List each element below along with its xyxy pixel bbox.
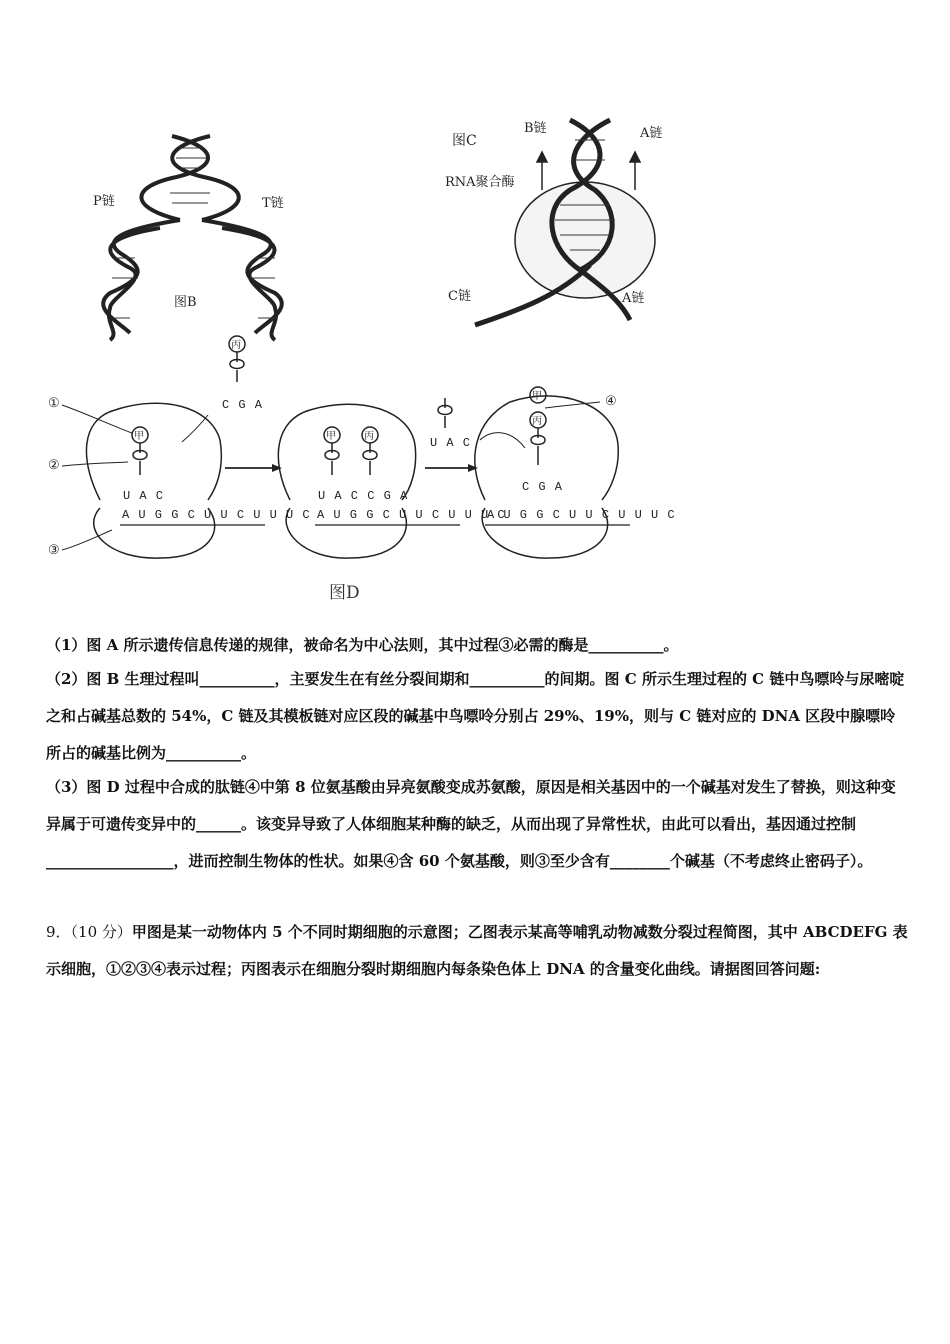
figure-d-diagram — [40, 330, 640, 570]
figure-c-b-chain-label: B链 — [524, 121, 547, 136]
marker-1: ① — [48, 396, 60, 411]
question-3: （3）图 D 过程中合成的肽链④中第 8 位氨基酸由异亮氨酸变成苏氨酸，原因是相关基因中的一个碱基对发生了替换，则这种变异属于可遗传变异中的______。该变异导致了人体细胞某种酶的缺乏，从而出现了异常性状，由此可以看出，基因通过控制_________________，进而控制生物体的性状。如果④含 60 个氨基酸，则③至少含有________个碱基（不考虑终止密码子）。 — [46, 778, 896, 870]
figure-c-c-chain-label: C链 — [448, 289, 471, 304]
stage2-amino-jia: 甲 — [326, 431, 336, 442]
question-9 — [46, 914, 908, 988]
stage3-mrna: A U G G C U U C U U U C — [487, 508, 676, 522]
codon-uac-top: U A C — [430, 436, 472, 450]
figure-c-rna-polymerase-label: RNA聚合酶 — [445, 175, 515, 190]
stage1-amino-jia: 甲 — [134, 431, 144, 442]
figure-b-p-chain-label: P链 — [93, 194, 115, 209]
marker-4: ④ — [605, 394, 617, 409]
stage3-amino-bing: 丙 — [532, 416, 542, 427]
stage2-mrna: A U G G C U U C U U U C — [317, 508, 506, 522]
question-2: （2）图 B 生理过程叫__________，主要发生在有丝分裂间期和__________的间期。图 C 所示生理过程的 C 链中鸟嘌呤与尿嘧啶之和占碱基总数的 54%，C 链及其模板链对应区段的碱基中鸟嘌呤分别占 29%、19%，则与 C 链对应的 DNA 区段中腺嘌呤所占的碱基比例为__________。 — [46, 670, 905, 762]
figure-b-diagram — [90, 128, 300, 343]
trna-bing-top-amino: 丙 — [231, 340, 241, 351]
codon-cga-top: C G A — [222, 398, 264, 412]
figure-b-t-chain-label: T链 — [262, 196, 284, 211]
marker-2: ② — [48, 458, 60, 473]
stage1-mrna: A U G G C U U C U U U C — [122, 508, 311, 522]
stage3-anticodon: C G A — [522, 480, 564, 494]
question-1: （1）图 A 所示遗传信息传递的规律，被命名为中心法则，其中过程③必需的酶是__________。 — [46, 636, 679, 654]
stage1-anticodon: U A C — [123, 489, 165, 503]
stage2-amino-bing: 丙 — [364, 431, 374, 442]
figure-c-a-chain-top-label: A链 — [640, 126, 663, 141]
figure-c-title: 图C — [452, 133, 477, 149]
figure-b-title: 图B — [174, 295, 197, 310]
stage3-amino-jia: 甲 — [532, 391, 542, 402]
marker-3: ③ — [48, 543, 60, 558]
question-9-body: 甲图是某一动物体内 5 个不同时期细胞的示意图；乙图表示某高等哺乳动物减数分裂过程简图，其中 ABCDEFG 表示细胞，①②③④表示过程；丙图表示在细胞分裂时期细胞内每条染色体上 DNA 的含量变化曲线。请据图回答问题: — [46, 923, 908, 978]
figure-d-title: 图D — [329, 583, 360, 603]
stage2-anticodon: U A C C G A — [318, 489, 409, 503]
question-9-prefix: 9．（10 分） — [46, 923, 132, 941]
figure-c-a-chain-bottom-label: A链 — [622, 291, 645, 306]
